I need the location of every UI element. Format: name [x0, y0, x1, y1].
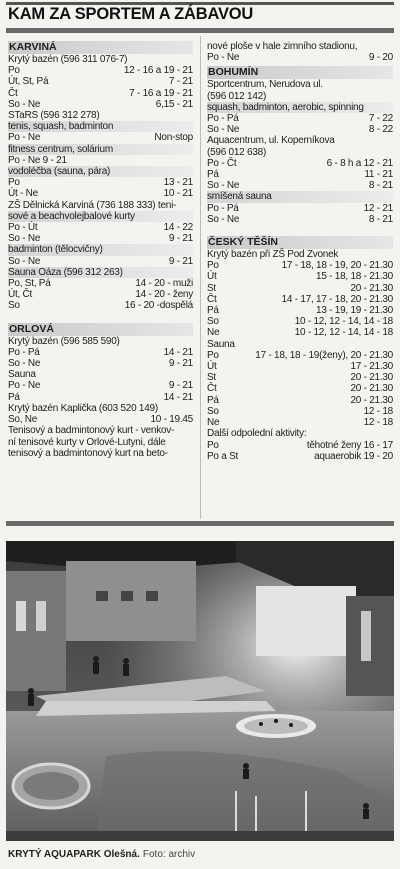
- city-heading-karvina: KARVINÁ: [8, 41, 193, 54]
- venue-subheading: vodoléčba (sauna, pára): [8, 166, 193, 177]
- schedule-hours: 12 - 18: [363, 417, 393, 429]
- schedule-hours: 14 - 21: [163, 346, 193, 358]
- schedule-row: [207, 180, 393, 191]
- aquapark-photo: [6, 541, 394, 841]
- schedule-hours: 10 - 12, 12 - 14, 14 - 18: [294, 316, 393, 328]
- venue-name-cont: sové a beachvolejbalové kurty: [8, 211, 193, 222]
- schedule-days: Po - Ne: [207, 52, 240, 64]
- schedule-days: So: [207, 316, 219, 328]
- schedule-row: [8, 188, 193, 199]
- schedule-row: [207, 52, 393, 63]
- schedule-list: [8, 414, 193, 425]
- schedule-hours: 15 - 18, 18 - 21.30: [316, 271, 393, 283]
- schedule-row: [8, 65, 193, 76]
- schedule-hours: 20 - 21.30: [350, 372, 393, 384]
- schedule-hours: 7 - 22: [368, 113, 393, 125]
- venue-subheading: squash, badminton, aerobic, spinning: [207, 102, 393, 113]
- schedule-hours: 7 - 21: [168, 76, 193, 88]
- schedule-list: [207, 52, 393, 63]
- schedule-row: [207, 395, 393, 406]
- city-heading-tesin: ČESKÝ TĚŠÍN: [207, 236, 393, 249]
- schedule-hours: 14 - 21: [163, 391, 193, 403]
- schedule-days: Po - Ne: [8, 380, 41, 392]
- schedule-hours: 14 - 22: [163, 222, 193, 234]
- schedule-row: [8, 380, 193, 391]
- schedule-hours: 14 - 20 - ženy: [135, 289, 193, 301]
- schedule-days: Ne: [207, 417, 220, 429]
- schedule-hours: 8 - 21: [368, 180, 393, 192]
- schedule-list: [207, 113, 393, 135]
- schedule-row: [8, 155, 193, 166]
- schedule-days: Út - Ne: [8, 188, 38, 200]
- column-separator: [200, 36, 201, 519]
- schedule-row: [207, 406, 393, 417]
- venue-subheading: badminton (tělocvičny): [8, 244, 193, 255]
- schedule-days: Pá: [207, 394, 219, 406]
- schedule-list: [8, 177, 193, 199]
- schedule-days: So: [207, 405, 219, 417]
- venue-name: ZŠ Dělnická Karviná (736 188 333) teni-: [8, 199, 177, 211]
- venue-subheading: Sauna: [207, 338, 235, 350]
- schedule-list: [207, 260, 393, 338]
- schedule-hours: 20 - 21.30: [350, 394, 393, 406]
- schedule-hours: 14 - 17, 17 - 18, 20 - 21.30: [281, 293, 393, 305]
- schedule-hours: 17 - 18, 18 - 19(ženy), 20 - 21.30: [255, 349, 393, 361]
- schedule-hours: 9 - 21: [168, 255, 193, 267]
- venue-subheading: tenis, squash, badminton: [8, 121, 193, 132]
- schedule-row: [207, 169, 393, 180]
- venue-name: Sauna Oáza (596 312 263): [8, 267, 193, 278]
- schedule-row: [207, 417, 393, 428]
- schedule-hours: 6 - 8 h a 12 - 21: [326, 157, 393, 169]
- schedule-row: [207, 113, 393, 124]
- schedule-days: So - Ne: [8, 255, 41, 267]
- schedule-days: Po a St: [207, 450, 239, 462]
- venue-phone: (596 012 142): [207, 90, 267, 102]
- schedule-days: Pá: [207, 305, 219, 317]
- schedule-days: So - Ne: [8, 98, 41, 110]
- schedule-row: [207, 383, 393, 394]
- schedule-hours: 14 - 20 - muži: [135, 278, 193, 290]
- schedule-list: [207, 158, 393, 192]
- headline-rule: [6, 28, 394, 33]
- schedule-hours: 17 - 21.30: [350, 361, 393, 373]
- schedule-list: [8, 65, 193, 110]
- schedule-list: [8, 256, 193, 267]
- schedule-row: [207, 316, 393, 327]
- schedule-row: [8, 256, 193, 267]
- aquapark-photo-illustration: [6, 541, 394, 841]
- schedule-row: [8, 177, 193, 188]
- schedule-hours: 12 - 16 a 19 - 21: [123, 65, 193, 77]
- schedule-days: Út, Čt: [8, 289, 33, 301]
- schedule-hours: 12 - 21: [363, 202, 393, 214]
- section-bottom-rule: [6, 521, 394, 526]
- schedule-row: [207, 283, 393, 294]
- schedule-hours: 6,15 - 21: [155, 98, 193, 110]
- schedule-row: [8, 347, 193, 358]
- schedule-hours: Non-stop: [154, 132, 193, 144]
- schedule-days: Po - Út: [8, 222, 38, 234]
- venue-subheading: Sauna: [8, 369, 36, 381]
- schedule-row: [8, 132, 193, 143]
- schedule-hours: 13 - 19, 19 - 21.30: [316, 305, 393, 317]
- schedule-hours: 9 - 21: [168, 380, 193, 392]
- schedule-row: [8, 300, 193, 311]
- schedule-list: [207, 350, 393, 428]
- schedule-row: [207, 451, 393, 462]
- schedule-list: [8, 380, 193, 402]
- schedule-days: So: [8, 300, 20, 312]
- venue-name: Krytý bazén při ZŠ Pod Zvonek: [207, 249, 339, 261]
- venue-text-cont: nové ploše v hale zimního stadionu,: [207, 41, 358, 52]
- venue-phone: (596 012 638): [207, 146, 267, 158]
- schedule-days: Po - Pá: [207, 113, 239, 125]
- schedule-list: [207, 203, 393, 225]
- venue-name: Krytý bazén (596 585 590): [8, 335, 120, 347]
- schedule-hours: 13 - 21: [163, 177, 193, 189]
- schedule-row: [8, 358, 193, 369]
- left-column: [8, 38, 193, 459]
- schedule-row: [207, 350, 393, 361]
- schedule-days: So - Ne: [207, 213, 240, 225]
- schedule-row: [8, 392, 193, 403]
- schedule-row: [8, 222, 193, 233]
- schedule-hours: 7 - 16 a 19 - 21: [129, 87, 193, 99]
- venue-subheading: smíšená sauna: [207, 191, 393, 202]
- schedule-days: Ne: [207, 327, 220, 339]
- venue-name: STaRS (596 312 278): [8, 110, 100, 122]
- schedule-list: [8, 155, 193, 166]
- schedule-days: Po - Čt: [207, 157, 237, 169]
- schedule-hours: 10 - 12, 12 - 14, 14 - 18: [294, 327, 393, 339]
- schedule-days: Po: [8, 65, 20, 77]
- schedule-row: [8, 88, 193, 99]
- venue-name: Sportcentrum, Nerudova ul.: [207, 79, 323, 91]
- schedule-hours: 17 - 18, 18 - 19, 20 - 21.30: [281, 260, 393, 272]
- schedule-list: [8, 278, 193, 312]
- schedule-hours: 8 - 22: [368, 124, 393, 136]
- schedule-days: Čt: [207, 383, 217, 395]
- schedule-days: So - Ne: [8, 358, 41, 370]
- schedule-list: [8, 222, 193, 244]
- schedule-days: So - Ne: [8, 233, 41, 245]
- schedule-days: Po: [207, 439, 219, 451]
- schedule-row: [207, 158, 393, 169]
- schedule-days: So, Ne: [8, 414, 38, 426]
- section-headline: KAM ZA SPORTEM A ZÁBAVOU: [8, 5, 254, 23]
- schedule-row: [207, 203, 393, 214]
- schedule-row: [207, 305, 393, 316]
- venue-name: Krytý bazén Kaplička (603 520 149): [8, 402, 158, 414]
- photo-caption: [8, 849, 195, 860]
- schedule-days: Po: [207, 349, 219, 361]
- schedule-list: [207, 440, 393, 462]
- schedule-hours: 12 - 18: [363, 405, 393, 417]
- schedule-days: Pá: [8, 391, 20, 403]
- schedule-row: [8, 76, 193, 87]
- schedule-row: [8, 99, 193, 110]
- schedule-row: [207, 271, 393, 282]
- city-heading-orlova: ORLOVÁ: [8, 323, 193, 336]
- schedule-hours: těhotné ženy 16 - 17: [306, 439, 393, 451]
- schedule-row: [207, 124, 393, 135]
- schedule-hours: 10 - 19.45: [150, 414, 193, 426]
- schedule-hours: 20 - 21.30: [350, 383, 393, 395]
- schedule-hours: 9 - 21: [168, 233, 193, 245]
- schedule-list: [8, 132, 193, 143]
- schedule-days: Út, St, Pá: [8, 76, 49, 88]
- venue-name: Aquacentrum, ul. Koperníkova: [207, 135, 335, 147]
- schedule-row: [207, 372, 393, 383]
- schedule-row: [207, 327, 393, 338]
- schedule-days: Po: [8, 177, 20, 189]
- venue-name: Další odpolední aktivity:: [207, 428, 307, 440]
- schedule-hours: 20 - 21.30: [350, 282, 393, 294]
- schedule-days: Čt: [8, 87, 18, 99]
- schedule-days: Čt: [207, 293, 217, 305]
- schedule-row: [207, 361, 393, 372]
- schedule-row: [8, 233, 193, 244]
- schedule-row: [8, 289, 193, 300]
- schedule-hours: aquaerobik 19 - 20: [314, 450, 393, 462]
- venue-subheading: fitness centrum, solárium: [8, 144, 193, 155]
- schedule-row: [207, 214, 393, 225]
- schedule-days: So - Ne: [207, 180, 240, 192]
- venue-text: ní tenisové kurty v Orlové-Lutyni, dále: [8, 436, 166, 448]
- schedule-days: Pá: [207, 169, 219, 181]
- schedule-days: Po, St, Pá: [8, 278, 51, 290]
- schedule-row: [207, 260, 393, 271]
- schedule-days: Po - Ne 9 - 21: [8, 154, 67, 166]
- schedule-days: Út: [207, 361, 217, 373]
- schedule-days: Út: [207, 271, 217, 283]
- venue-name: Krytý bazén (596 311 076-7): [8, 54, 128, 65]
- schedule-days: Po - Pá: [8, 346, 40, 358]
- schedule-row: [207, 294, 393, 305]
- schedule-days: St: [207, 372, 216, 384]
- schedule-days: Po - Ne: [8, 132, 41, 144]
- city-heading-bohumin: BOHUMÍN: [207, 66, 393, 79]
- schedule-hours: 10 - 21: [163, 188, 193, 200]
- schedule-hours: 9 - 21: [168, 358, 193, 370]
- schedule-list: [8, 347, 193, 369]
- schedule-days: St: [207, 282, 216, 294]
- schedule-row: [8, 414, 193, 425]
- schedule-hours: 11 - 21: [364, 169, 393, 181]
- schedule-hours: 16 - 20 -dospělá: [124, 300, 193, 312]
- caption-title: KRYTÝ AQUAPARK Olešná.: [8, 849, 140, 860]
- venue-text: Tenisový a badmintonový kurt - venkov-: [8, 425, 175, 437]
- schedule-days: So - Ne: [207, 124, 240, 136]
- venue-text: tenisový a badmintonový kurt na beto-: [8, 447, 168, 459]
- schedule-hours: 8 - 21: [368, 213, 393, 225]
- schedule-days: Po - Pá: [207, 202, 239, 214]
- schedule-row: [207, 440, 393, 451]
- schedule-hours: 9 - 20: [368, 52, 393, 64]
- right-column: [207, 38, 393, 462]
- caption-credit: Foto: archiv: [142, 849, 196, 860]
- schedule-days: Po: [207, 260, 219, 272]
- schedule-row: [8, 278, 193, 289]
